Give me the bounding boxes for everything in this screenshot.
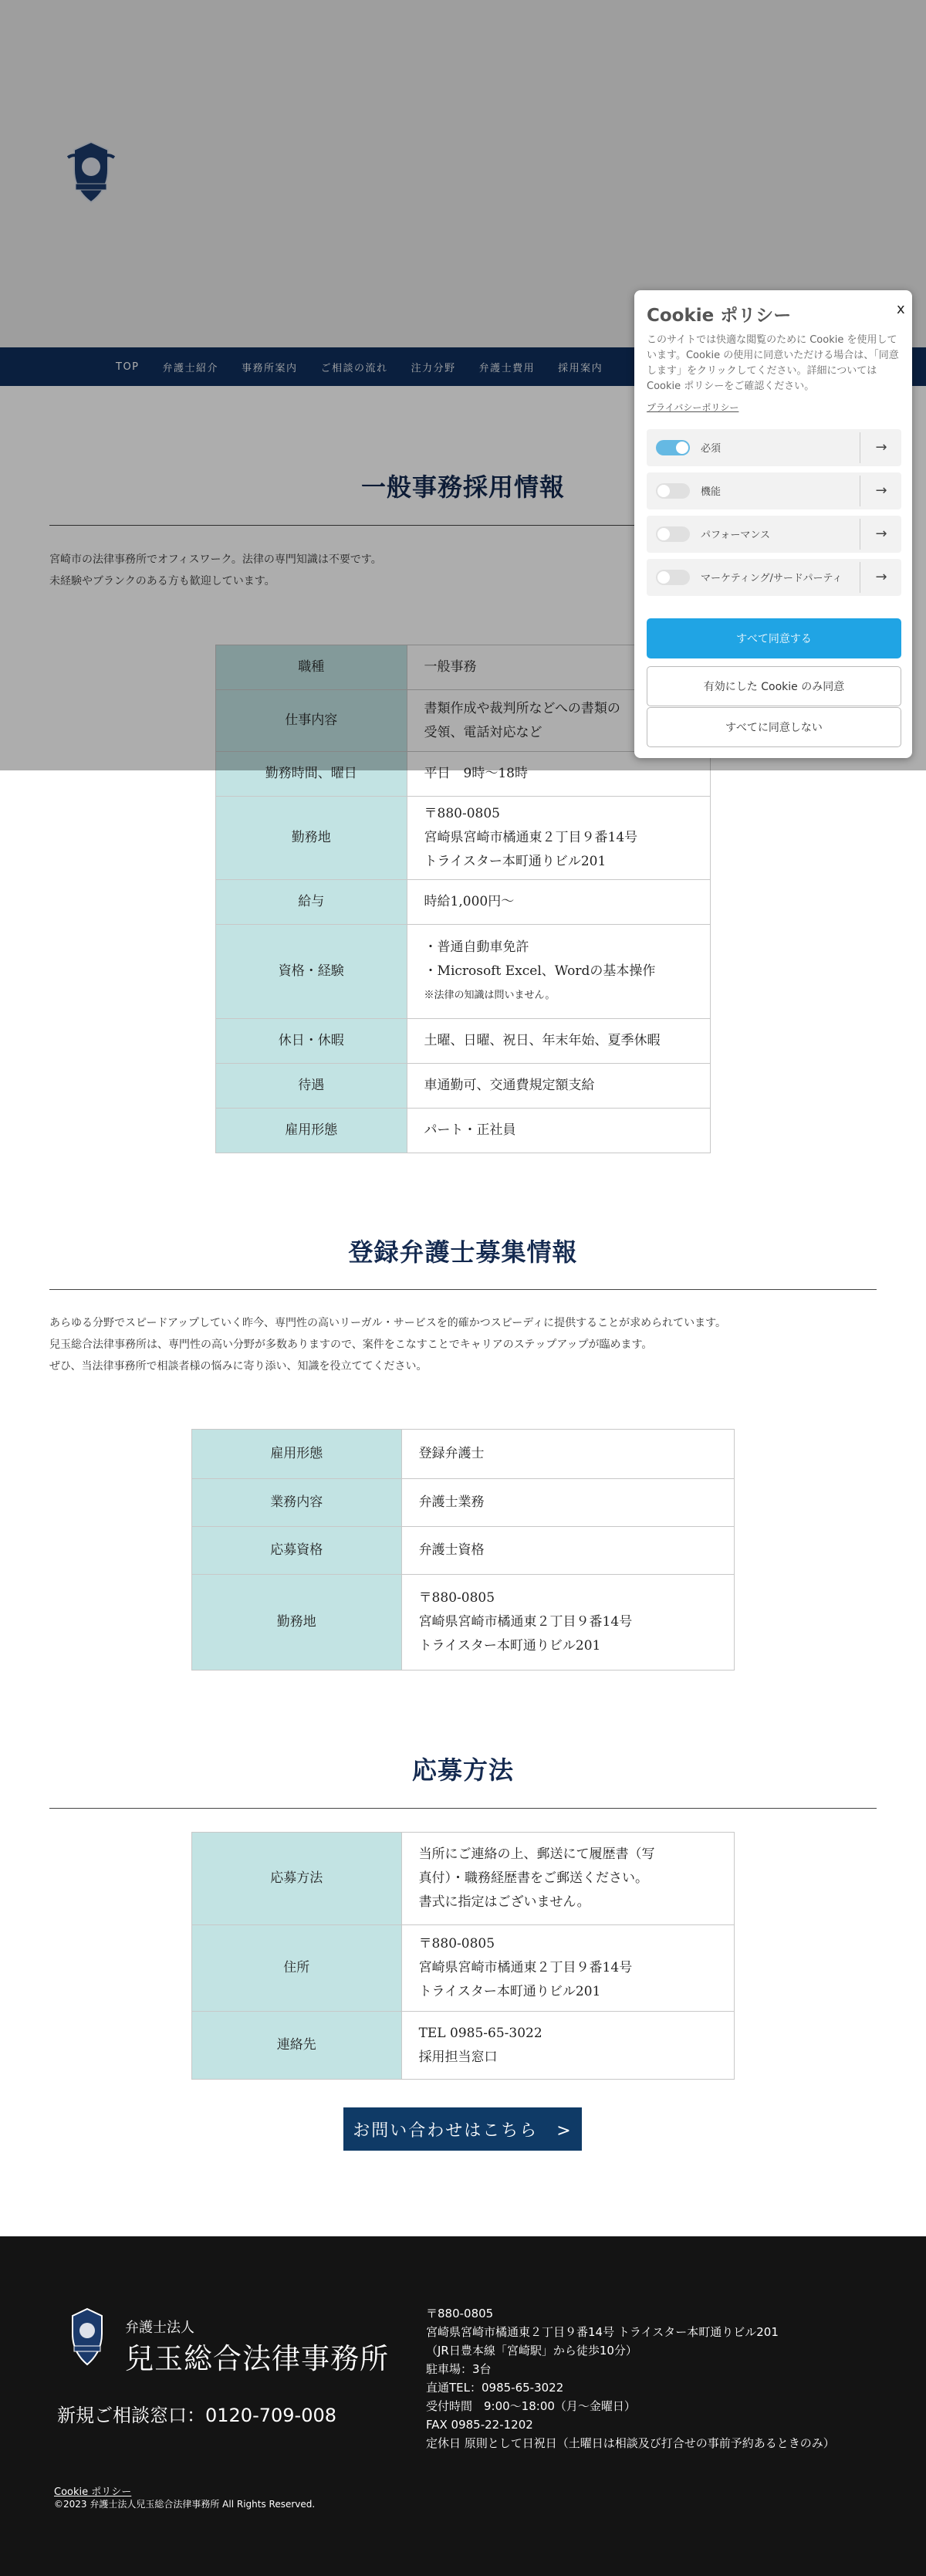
value-line: 宮崎県宮崎市橘通東２丁目９番14号	[418, 1614, 633, 1630]
table-row	[216, 797, 711, 880]
address-line: （JR日豊本線「宮崎駅」から徒歩10分）	[426, 2344, 637, 2358]
address-line: 受付時間 9:00～18:00（月～金曜日）	[426, 2399, 636, 2413]
table-row	[216, 1109, 711, 1153]
row-label: 住所	[192, 1925, 402, 2012]
toggle-functional[interactable]	[656, 483, 690, 499]
footer-cookie-policy-link[interactable]: Cookie ポリシー	[54, 2486, 132, 2498]
cookie-option-label: 必須	[701, 443, 722, 455]
lawyer-intro-line: 兒玉総合法律事務所は、専門性の高い分野が多数ありますので、案件をこなすことでキャリアのステップアップが臨めます。	[49, 1339, 653, 1351]
footer	[0, 2236, 926, 2576]
row-value	[407, 1019, 710, 1064]
arrow-right-icon[interactable]: →	[860, 432, 902, 463]
row-value	[401, 1527, 734, 1575]
lawyer-info-table	[191, 1429, 735, 1671]
value-line: 平日 9時～18時	[424, 766, 528, 781]
value-line: 車通勤可、交通費規定額支給	[424, 1078, 595, 1093]
row-label: 待遇	[216, 1064, 407, 1109]
table-row	[216, 1019, 711, 1064]
row-value	[401, 2012, 734, 2080]
toggle-performance[interactable]	[656, 526, 690, 542]
footer-corp-type: 弁護士法人	[125, 2320, 194, 2336]
nav-item-lawyers[interactable]: 弁護士紹介	[162, 362, 219, 374]
cookie-option-marketing	[647, 559, 901, 596]
contact-button[interactable]: お問い合わせはこちら >	[343, 2107, 582, 2151]
value-line: 書類作成や裁判所などへの書類の	[424, 700, 620, 716]
address-line: 宮崎県宮崎市橘通東２丁目９番14号 トライスター本町通りビル201	[426, 2325, 779, 2339]
cookie-option-required	[647, 429, 901, 466]
address-line: 直通TEL：0985-65-3022	[426, 2381, 564, 2395]
cookie-option-label: パフォーマンス	[701, 530, 770, 541]
table-row	[216, 925, 711, 1019]
nav-item-recruit[interactable]: 採用案内	[558, 362, 603, 374]
lawyer-intro-line: あらゆる分野でスピードアップしていく昨今、専門性の高いリーガル・サービスを的確かつスピーディに提供することが求められています。	[49, 1317, 726, 1329]
apply-title-rule	[49, 1808, 877, 1809]
row-value	[401, 1575, 734, 1671]
row-label: 連絡先	[192, 2012, 402, 2080]
table-row	[216, 1064, 711, 1109]
lawyer-title-rule	[49, 1289, 877, 1290]
value-line: 宮崎県宮崎市橘通東２丁目９番14号	[418, 1960, 633, 1975]
row-value	[401, 1479, 734, 1527]
general-section-title: 一般事務採用情報	[360, 472, 565, 502]
address-line: 駐車場：3台	[426, 2362, 492, 2376]
toggle-knob	[657, 571, 670, 584]
row-value	[407, 1064, 710, 1109]
nav-item-practice-areas[interactable]: 注力分野	[411, 362, 456, 374]
row-value	[401, 1430, 734, 1479]
value-line: パート・正社員	[424, 1122, 516, 1138]
arrow-right-icon[interactable]: →	[860, 476, 902, 506]
table-row	[192, 1925, 735, 2012]
value-line: 宮崎県宮崎市橘通東２丁目９番14号	[424, 830, 638, 845]
value-line: ・普通自動車免許	[424, 939, 529, 955]
accept-selected-button[interactable]: 有効にした Cookie のみ同意	[647, 666, 901, 706]
row-label: 勤務時間、曜日	[216, 752, 407, 797]
row-label: 応募方法	[192, 1833, 402, 1925]
cookie-option-functional	[647, 472, 901, 509]
table-row	[192, 2012, 735, 2080]
row-label: 雇用形態	[192, 1430, 402, 1479]
row-value	[401, 1925, 734, 2012]
value-line: トライスター本町通りビル201	[418, 1984, 601, 1999]
cookie-option-label: マーケティング/サードパーティ	[701, 573, 843, 584]
value-line: 時給1,000円～	[424, 894, 515, 909]
row-label: 勤務地	[192, 1575, 402, 1671]
arrow-right-icon[interactable]: →	[860, 519, 902, 550]
general-intro-line: 未経験やブランクのある方も歓迎しています。	[49, 575, 275, 587]
privacy-policy-link[interactable]: プライバシーポリシー	[647, 402, 739, 413]
value-line: ・Microsoft Excel、Wordの基本操作	[424, 963, 656, 979]
cookie-option-performance	[647, 516, 901, 553]
table-row	[192, 1527, 735, 1575]
footer-address	[426, 2304, 835, 2452]
cookie-description: このサイトでは快適な閲覧のために Cookie を使用しています。Cookie の使用に同意いただける場合は、「同意します」をクリックしてください。詳細については Cookie ポリシーをご確認ください。	[647, 334, 899, 392]
address-line: 〒880-0805	[426, 2307, 494, 2320]
value-note: ※法律の知識は問いません。	[424, 990, 556, 1001]
value-line: 当所にご連絡の上、郵送にて履歴書（写	[418, 1847, 655, 1862]
toggle-marketing[interactable]	[656, 570, 690, 585]
cookie-panel	[634, 290, 912, 758]
nav-item-office[interactable]: 事務所案内	[242, 362, 298, 374]
value-line: 真付）・職務経歴書をご郵送ください。	[418, 1870, 649, 1886]
value-line: 〒880-0805	[424, 806, 501, 821]
table-row	[192, 1430, 735, 1479]
value-line: 弁護士資格	[418, 1542, 485, 1558]
footer-firm-name: 兒玉総合法律事務所	[125, 2342, 389, 2375]
value-line: 受領、電話対応など	[424, 724, 542, 740]
close-icon[interactable]: x	[897, 301, 905, 317]
value-line: トライスター本町通りビル201	[424, 854, 607, 869]
address-line: FAX 0985-22-1202	[426, 2418, 533, 2432]
value-line: 〒880-0805	[418, 1936, 495, 1951]
value-line: TEL 0985-65-3022	[418, 2025, 542, 2041]
cookie-option-label: 機能	[701, 486, 722, 498]
accept-all-button[interactable]: すべて同意する	[647, 618, 901, 658]
row-value	[407, 925, 710, 1019]
row-label: 資格・経験	[216, 925, 407, 1019]
table-row	[192, 1479, 735, 1527]
row-label: 職種	[216, 645, 407, 690]
toggle-knob	[657, 528, 670, 540]
table-row	[216, 880, 711, 925]
nav-item-top[interactable]: TOP	[116, 361, 140, 373]
row-value	[407, 1109, 710, 1153]
row-value	[407, 797, 710, 880]
table-row	[192, 1833, 735, 1925]
row-label: 仕事内容	[216, 690, 407, 752]
value-line: 採用担当窓口	[418, 2049, 498, 2065]
value-line: 登録弁護士	[418, 1446, 485, 1461]
reject-all-button[interactable]: すべてに同意しない	[647, 707, 901, 747]
nav-item-flow[interactable]: ご相談の流れ	[320, 362, 388, 374]
row-label: 業務内容	[192, 1479, 402, 1527]
footer-emblem-icon	[63, 2304, 111, 2369]
lawyer-intro	[49, 1312, 883, 1377]
nav-item-fees[interactable]: 弁護士費用	[478, 362, 536, 374]
value-line: 書式に指定はございません。	[418, 1894, 590, 1910]
apply-section-title: 応募方法	[411, 1755, 514, 1785]
row-label: 雇用形態	[216, 1109, 407, 1153]
general-intro-line: 宮崎市の法律事務所でオフィスワーク。法律の専門知識は不要です。	[49, 553, 382, 566]
value-line: 弁護士業務	[418, 1494, 485, 1510]
arrow-right-icon[interactable]: →	[860, 562, 902, 593]
footer-copyright: ©2023 弁護士法人兒玉総合法律事務所 All Rights Reserved.	[54, 2499, 316, 2510]
row-label: 給与	[216, 880, 407, 925]
row-value	[401, 1833, 734, 1925]
value-line: 〒880-0805	[418, 1590, 495, 1606]
apply-info-table	[191, 1832, 735, 2080]
lawyer-section-title: 登録弁護士募集情報	[348, 1237, 578, 1267]
lawyer-intro-line: ぜひ、当法律事務所で相談者様の悩みに寄り添い、知識を役立ててください。	[49, 1360, 428, 1373]
value-line: 一般事務	[424, 659, 477, 675]
toggle-required[interactable]	[656, 440, 690, 455]
value-line: トライスター本町通りビル201	[418, 1638, 601, 1654]
table-row	[192, 1575, 735, 1671]
address-line: 定休日 原則として日祝日（土曜日は相談及び打合せの事前予約あるときのみ）	[426, 2436, 835, 2450]
footer-consult-phone[interactable]: 新規ご相談窓口：0120-709-008	[57, 2405, 337, 2426]
row-label: 応募資格	[192, 1527, 402, 1575]
value-line: 土曜、日曜、祝日、年末年始、夏季休暇	[424, 1033, 661, 1048]
row-label: 休日・休暇	[216, 1019, 407, 1064]
row-value	[407, 880, 710, 925]
toggle-knob	[676, 442, 688, 454]
row-label: 勤務地	[216, 797, 407, 880]
cookie-title: Cookie ポリシー	[647, 306, 792, 326]
toggle-knob	[657, 485, 670, 497]
